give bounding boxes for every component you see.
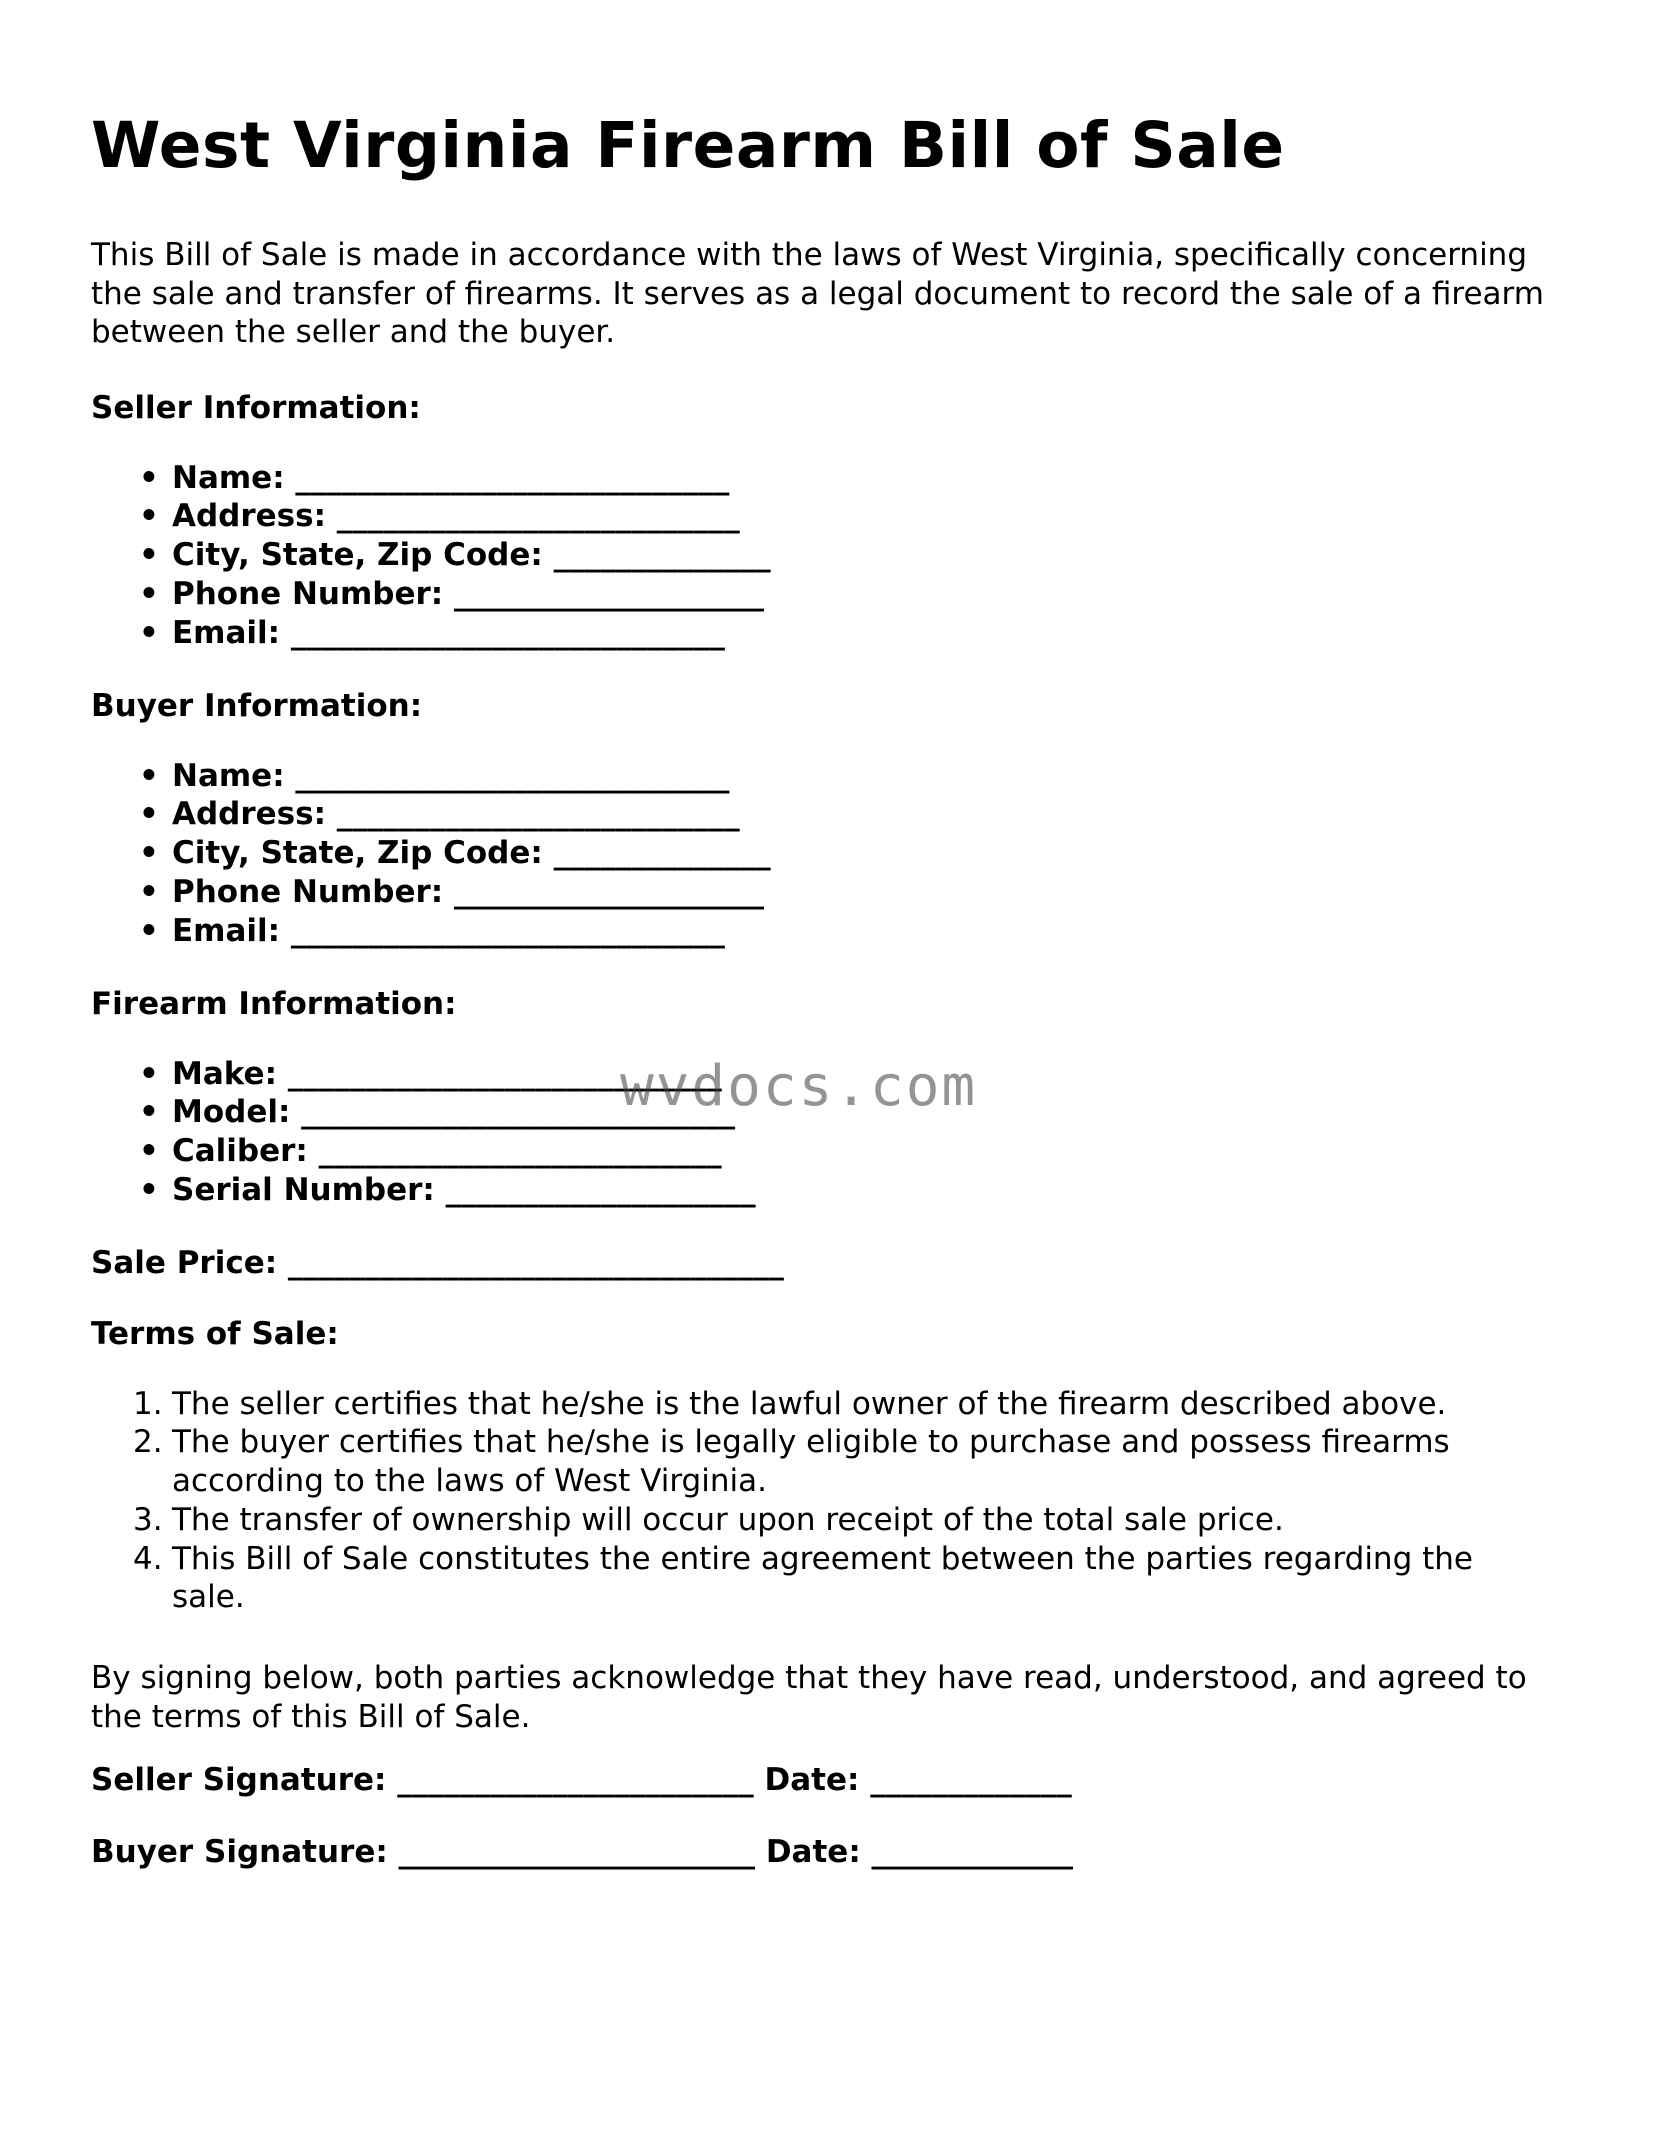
sale-price-section: [91, 1244, 1571, 1283]
seller-phone-field[interactable]: • Phone Number: ____________________: [139, 575, 1571, 614]
buyer-fields: [91, 757, 1571, 951]
sale-price-field[interactable]: Sale Price: ________________________________: [91, 1245, 784, 1281]
acknowledgement-section: [91, 1659, 1571, 1736]
firearm-model-field[interactable]: • Model: ____________________________: [139, 1093, 1571, 1132]
terms-item: [133, 1501, 1571, 1540]
terms-item-text: This Bill of Sale constitutes the entire agreement between the parties regarding the sale.: [172, 1540, 1473, 1616]
terms-item-number: 3.: [133, 1501, 163, 1538]
acknowledgement-paragraph: By signing below, both parties acknowledge that they have read, understood, and agreed to the terms of this Bill of Sale.: [91, 1660, 1527, 1735]
terms-item: [133, 1423, 1571, 1501]
terms-item-text: The buyer certifies that he/she is legally eligible to purchase and possess firearms according to the laws of West Virginia.: [172, 1424, 1450, 1500]
buyer-signature-section: [91, 1833, 1571, 1872]
firearm-caliber-field[interactable]: • Caliber: __________________________: [139, 1132, 1571, 1171]
terms-item-text: The seller certifies that he/she is the lawful owner of the firearm described above.: [172, 1385, 1447, 1422]
seller-signature-line[interactable]: Seller Signature: _______________________ Date: _____________: [91, 1762, 1072, 1798]
firearm-make-field[interactable]: • Make: ____________________________: [139, 1055, 1571, 1094]
watermark: wvdocs.com: [620, 1054, 978, 1119]
seller-heading: Seller Information:: [91, 390, 421, 426]
terms-item-text: The transfer of ownership will occur upon receipt of the total sale price.: [172, 1501, 1284, 1538]
terms-item: [133, 1540, 1571, 1618]
terms-item-number: 2.: [133, 1424, 163, 1461]
seller-name-field[interactable]: • Name: ____________________________: [139, 459, 1571, 498]
buyer-address-field[interactable]: • Address: __________________________: [139, 795, 1571, 834]
firearm-heading: Firearm Information:: [91, 986, 457, 1022]
seller-signature-section: [91, 1761, 1571, 1800]
terms-item-number: 1.: [133, 1385, 163, 1422]
firearm-serial-number-field[interactable]: • Serial Number: ____________________: [139, 1171, 1571, 1210]
terms-section: [91, 1315, 1571, 1617]
buyer-section: [91, 687, 1571, 950]
terms-list: [91, 1385, 1571, 1618]
terms-item: [133, 1385, 1571, 1424]
seller-section: [91, 389, 1571, 652]
buyer-heading: Buyer Information:: [91, 688, 423, 724]
buyer-name-field[interactable]: • Name: ____________________________: [139, 757, 1571, 796]
buyer-city-state-zip-field[interactable]: • City, State, Zip Code: ______________: [139, 834, 1571, 873]
buyer-signature-line[interactable]: Buyer Signature: _______________________ Date: _____________: [91, 1834, 1074, 1870]
seller-address-field[interactable]: • Address: __________________________: [139, 497, 1571, 536]
seller-city-state-zip-field[interactable]: • City, State, Zip Code: ______________: [139, 536, 1571, 575]
seller-email-field[interactable]: • Email: ____________________________: [139, 614, 1571, 653]
buyer-email-field[interactable]: • Email: ____________________________: [139, 912, 1571, 951]
terms-heading: Terms of Sale:: [91, 1316, 339, 1352]
page-title: West Virginia Firearm Bill of Sale: [91, 109, 1285, 182]
terms-item-number: 4.: [133, 1540, 163, 1577]
seller-fields: [91, 459, 1571, 653]
intro-paragraph: This Bill of Sale is made in accordance with the laws of West Virginia, specifically concerning the sale and transfer of firearms. It serves as a legal document to record the sale of a firearm between the seller and the buyer.: [91, 237, 1544, 350]
buyer-phone-field[interactable]: • Phone Number: ____________________: [139, 873, 1571, 912]
